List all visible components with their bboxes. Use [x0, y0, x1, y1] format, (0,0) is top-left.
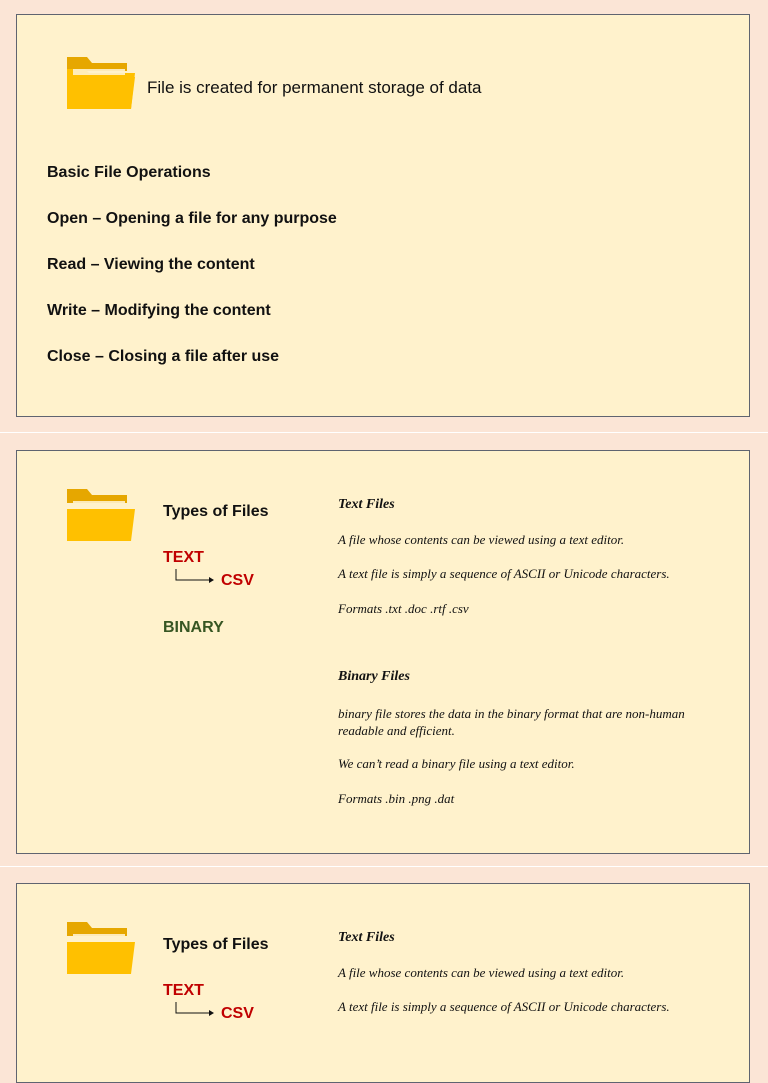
slide-2 — [16, 450, 750, 854]
arrow-right-icon — [175, 1002, 215, 1016]
types-of-files-title: Types of Files — [163, 936, 269, 953]
operations-heading: Basic File Operations — [47, 164, 211, 181]
slide-1 — [16, 14, 750, 417]
text-files-line: A file whose contents can be viewed using a text editor. — [338, 965, 625, 980]
arrow-right-icon — [175, 569, 215, 583]
file-purpose-text: File is created for permanent storage of data — [147, 78, 482, 97]
text-files-line: A file whose contents can be viewed using a text editor. — [338, 532, 625, 547]
slide-separator — [0, 432, 768, 433]
slide-3 — [16, 883, 750, 1083]
binary-files-line: We can’t read a binary file using a text editor. — [338, 756, 575, 771]
types-of-files-title: Types of Files — [163, 503, 269, 520]
text-files-heading: Text Files — [338, 497, 395, 512]
binary-files-formats: Formats .bin .png .dat — [338, 791, 455, 806]
folder-icon — [65, 55, 135, 111]
operation-close: Close – Closing a file after use — [47, 348, 280, 365]
folder-icon — [65, 920, 135, 976]
csv-type-label: CSV — [221, 572, 254, 589]
operation-write: Write – Modifying the content — [47, 302, 271, 319]
csv-type-label: CSV — [221, 1005, 254, 1022]
folder-icon — [65, 487, 135, 543]
text-files-line: A text file is simply a sequence of ASCII or Unicode characters. — [338, 999, 670, 1014]
operation-read: Read – Viewing the content — [47, 256, 255, 273]
binary-files-line: binary file stores the data in the binary format that are non-human readable and efficient. — [338, 706, 685, 738]
text-type-label: TEXT — [163, 549, 204, 566]
binary-files-heading: Binary Files — [338, 669, 410, 684]
binary-type-label: BINARY — [163, 619, 224, 636]
text-files-heading: Text Files — [338, 930, 395, 945]
text-files-line: A text file is simply a sequence of ASCII or Unicode characters. — [338, 566, 670, 581]
text-type-label: TEXT — [163, 982, 204, 999]
text-files-formats: Formats .txt .doc .rtf .csv — [338, 601, 469, 616]
slide-separator — [0, 866, 768, 867]
operation-open: Open – Opening a file for any purpose — [47, 210, 337, 227]
